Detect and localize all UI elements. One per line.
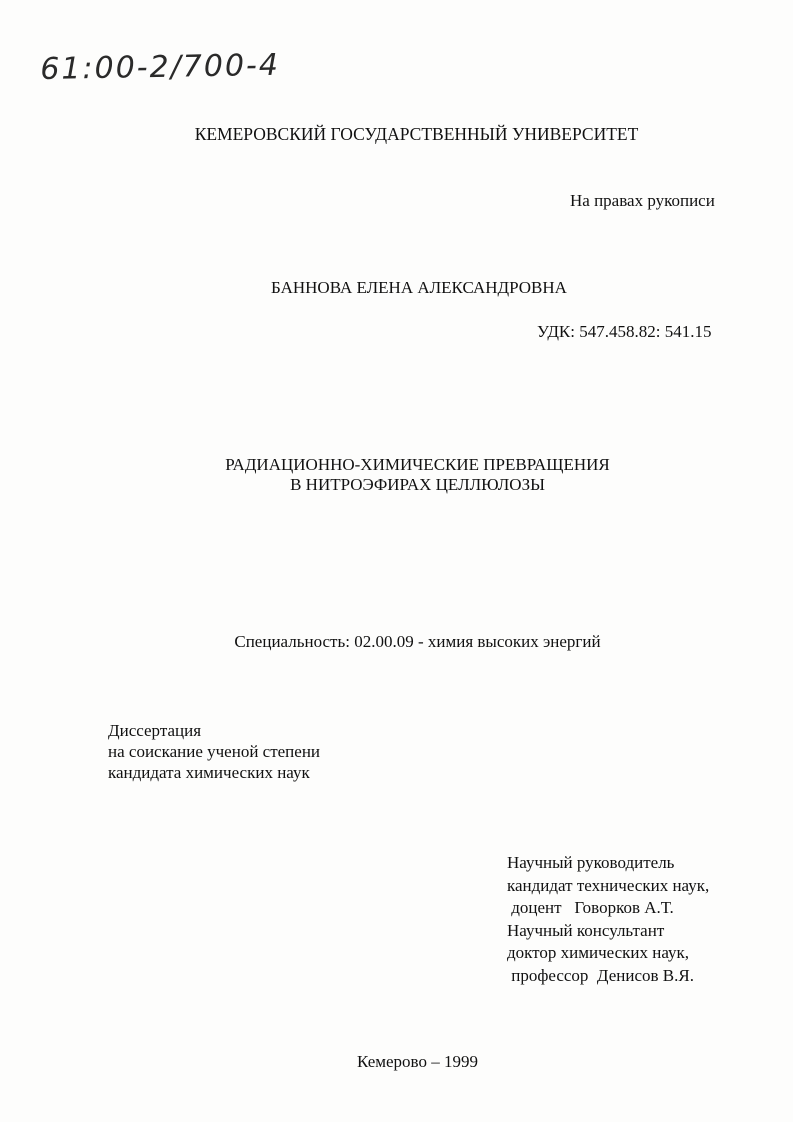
dissertation-line-1: Диссертация bbox=[108, 721, 202, 740]
dissertation-line-3: кандидата химических наук bbox=[108, 763, 310, 782]
consultant-line-2: доктор химических наук, bbox=[507, 943, 690, 962]
dissertation-title bbox=[0, 455, 793, 495]
city-year: Кемерово – 1999 bbox=[357, 1052, 478, 1071]
title-line-2: В НИТРОЭФИРАХ ЦЕЛЛЮЛОЗЫ bbox=[290, 475, 545, 494]
dissertation-degree-block bbox=[108, 720, 320, 783]
consultant-line-3: профессор Денисов В.Я. bbox=[507, 965, 694, 985]
author-name: БАННОВА ЕЛЕНА АЛЕКСАНДРОВНА bbox=[271, 278, 567, 297]
supervisor-line-1: Научный руководитель bbox=[507, 853, 675, 872]
dissertation-line-2: на соискание ученой степени bbox=[108, 742, 321, 761]
consultant-line-1: Научный консультант bbox=[507, 920, 665, 940]
title-line-1: РАДИАЦИОННО-ХИМИЧЕСКИЕ ПРЕВРАЩЕНИЯ bbox=[225, 455, 610, 474]
supervisor-line-2: кандидат технических наук, bbox=[507, 875, 710, 895]
handwritten-archive-number: 61:00-2/700-4 bbox=[40, 47, 281, 87]
rights-note: На правах рукописи bbox=[570, 191, 715, 210]
university-name: КЕМЕРОВСКИЙ ГОСУДАРСТВЕННЫЙ УНИВЕРСИТЕТ bbox=[194, 124, 639, 144]
speciality: Специальность: 02.00.09 - химия высоких энергий bbox=[234, 632, 601, 651]
supervisors-block bbox=[507, 852, 709, 987]
udk-code: УДК: 547.458.82: 541.15 bbox=[537, 322, 712, 341]
supervisor-line-3: доцент Говорков А.Т. bbox=[507, 898, 674, 917]
